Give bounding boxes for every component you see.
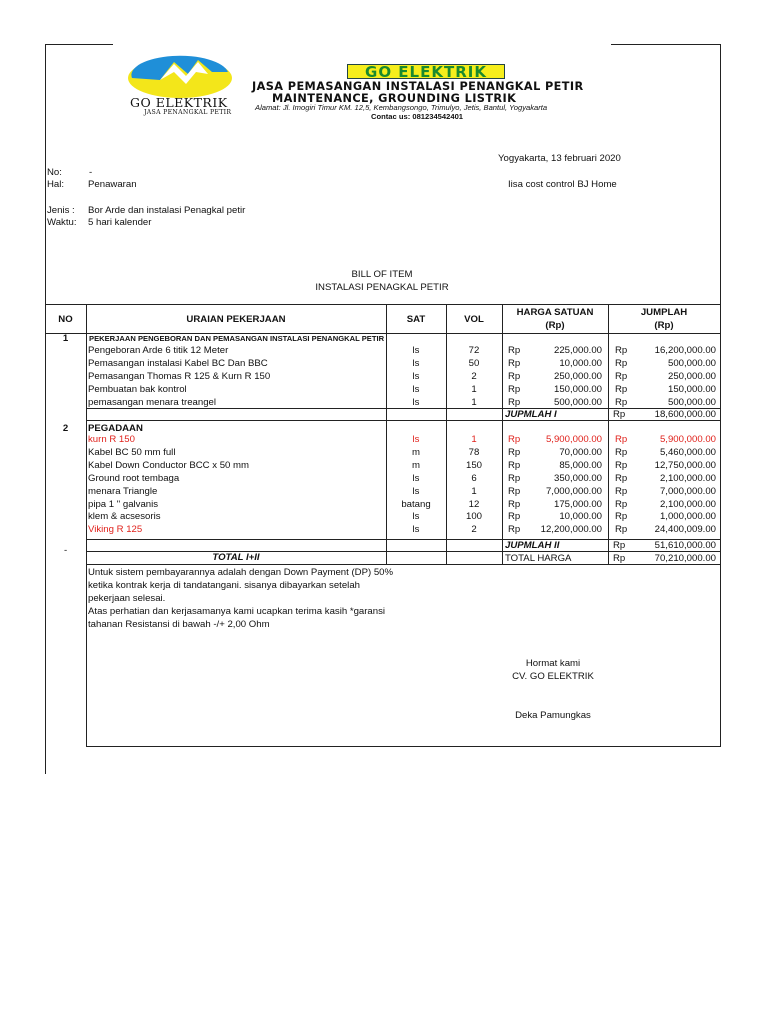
item-price-rp: Rp	[508, 383, 521, 395]
header-harga-unit: (Rp)	[545, 320, 565, 331]
item-sat: ls	[412, 485, 420, 497]
item-price: 500,000.00	[553, 396, 602, 408]
hal-label: Hal:	[47, 179, 65, 190]
section1-subtotal-value: 18,600,000.00	[654, 409, 716, 420]
item-total-rp: Rp	[615, 446, 628, 458]
letterhead	[112, 50, 612, 124]
notes-line-4: Atas perhatian dan kerjasamanya kami ucapkan terima kasih *garansi	[88, 606, 386, 617]
header-jumlah: JUMPLAH	[640, 307, 688, 318]
total-label: TOTAL I+II	[212, 552, 260, 563]
total-rp: Rp	[613, 553, 626, 564]
item-vol: 150	[465, 459, 482, 471]
section1-subtotal-rp: Rp	[613, 409, 626, 420]
item-vol: 1	[471, 485, 477, 497]
col-no-line	[86, 304, 87, 747]
item-total: 24,400,009.00	[654, 524, 716, 536]
section2-no: 2	[62, 423, 69, 434]
item-total: 2,100,000.00	[659, 472, 716, 484]
item-price: 12,200,000.00	[540, 524, 602, 536]
item-vol: 72	[468, 345, 480, 356]
signature-greeting: Hormat kami	[525, 658, 581, 669]
place-date: Yogyakarta, 13 februari 2020	[498, 153, 621, 164]
item-total: 500,000.00	[667, 357, 716, 369]
item-price-rp: Rp	[508, 396, 521, 408]
frame-left-line	[45, 44, 46, 774]
item-total: 500,000.00	[667, 396, 716, 408]
doc-title: BILL OF ITEM	[351, 269, 413, 280]
jenis-label: Jenis :	[47, 205, 75, 216]
section2-subtotal-rp: Rp	[613, 540, 626, 551]
item-vol: 1	[471, 396, 477, 408]
item-total-rp: Rp	[615, 459, 628, 471]
logo-subtext: JASA PENANGKAL PETIR	[144, 109, 232, 116]
item-total: 2,100,000.00	[659, 498, 716, 510]
header-sat: SAT	[406, 314, 426, 325]
notes-line-1: Untuk sistem pembayarannya adalah dengan Down Payment (DP) 50%	[88, 567, 394, 578]
item-desc: Viking R 125	[88, 524, 143, 536]
header-no: NO	[58, 314, 73, 325]
item-vol: 50	[468, 357, 480, 369]
jenis-value: Bor Arde dan instalasi Penagkal petir	[88, 205, 246, 216]
notes-bottom-line	[86, 746, 721, 747]
item-total-rp: Rp	[615, 434, 628, 445]
item-desc: pemasangan menara treangel	[88, 396, 217, 408]
item-price: 5,900,000.00	[545, 434, 602, 445]
item-vol: 6	[471, 472, 477, 484]
item-desc: Kabel BC 50 mm full	[88, 446, 176, 458]
recipient: Iisa cost control BJ Home	[508, 179, 617, 190]
header-jumlah-unit: (Rp)	[654, 320, 674, 331]
company-contact: Contac us: 081234542401	[371, 112, 464, 121]
item-sat: batang	[401, 498, 431, 510]
item-price: 10,000.00	[559, 357, 602, 369]
logo-text: GO ELEKTRIK	[130, 95, 228, 110]
item-total-rp: Rp	[615, 345, 628, 356]
item-vol: 2	[471, 370, 477, 382]
item-price-rp: Rp	[508, 498, 521, 510]
item-desc: Pengeboran Arde 6 titik 12 Meter	[88, 345, 229, 356]
notes-line-5: tahanan Resistansi di bawah -/+ 2,00 Ohm	[88, 619, 270, 630]
item-price-rp: Rp	[508, 472, 521, 484]
item-price: 175,000.00	[553, 498, 602, 510]
col-harga-line	[502, 304, 503, 565]
total-bottom-line	[86, 564, 721, 565]
col-jumlah-line	[608, 304, 609, 565]
company-line-1: JASA PEMASANGAN INSTALASI PENANGKAL PETIR	[252, 80, 584, 93]
section2-subtotal-label: JUPMLAH II	[505, 540, 560, 551]
company-line-2: MAINTENANCE, GROUNDING LISTRIK	[272, 92, 517, 105]
item-desc: klem & acsesoris	[88, 511, 161, 523]
item-vol: 78	[468, 446, 480, 458]
item-total-rp: Rp	[615, 524, 628, 536]
item-price: 225,000.00	[553, 345, 602, 356]
header-vol: VOL	[464, 314, 484, 325]
item-vol: 1	[471, 434, 477, 445]
item-desc: Pembuatan bak kontrol	[88, 383, 187, 395]
item-total: 16,200,000.00	[654, 345, 716, 356]
item-price-rp: Rp	[508, 345, 521, 356]
item-price-rp: Rp	[508, 524, 521, 536]
item-total-rp: Rp	[615, 357, 628, 369]
item-total-rp: Rp	[615, 485, 628, 497]
item-price: 7,000,000.00	[545, 485, 602, 497]
signature-name: Deka Pamungkas	[515, 710, 591, 721]
signature-company: CV. GO ELEKTRIK	[512, 671, 594, 682]
doc-subtitle: INSTALASI PENAGKAL PETIR	[315, 282, 449, 293]
table-top-line	[45, 304, 721, 305]
section2-title: PEGADAAN	[88, 423, 143, 434]
item-price: 70,000.00	[559, 446, 602, 458]
section1-subtotal-label: JUPMLAH I	[505, 409, 557, 420]
header-harga: HARGA SATUAN	[516, 307, 594, 318]
total-harga-label: TOTAL HARGA	[505, 553, 572, 564]
frame-right-line	[720, 44, 721, 304]
item-price-rp: Rp	[508, 511, 521, 523]
item-vol: 1	[471, 383, 477, 395]
notes-line-2: ketika kontrak kerja di tandatangani. sisanya dibayarkan setelah	[88, 580, 360, 591]
item-sat: ls	[412, 396, 420, 408]
item-sat: ls	[412, 511, 420, 523]
item-sat: m	[412, 459, 420, 471]
item-price-rp: Rp	[508, 434, 521, 445]
item-price: 85,000.00	[559, 459, 602, 471]
item-sat: ls	[412, 370, 420, 382]
section1-title: PEKERJAAN PENGEBORAN DAN PEMASANGAN INSTALASI PENANGKAL PETIR	[89, 334, 385, 343]
item-total-rp: Rp	[615, 498, 628, 510]
section1-no: 1	[62, 333, 69, 344]
item-vol: 2	[471, 524, 477, 536]
notes-line-3: pekerjaan selesai.	[88, 593, 166, 604]
item-vol: 12	[468, 498, 480, 510]
item-sat: ls	[412, 383, 420, 395]
item-sat: m	[412, 446, 420, 458]
item-sat: ls	[412, 472, 420, 484]
company-address: Alamat: Jl. Imogiri Timur KM. 12,5, Kembangsongo, Trimulyo, Jetis, Bantul, Yogyakarta	[255, 103, 548, 112]
stray-mark: -	[64, 545, 68, 556]
item-price-rp: Rp	[508, 357, 521, 369]
item-total: 150,000.00	[667, 383, 716, 395]
total-value: 70,210,000.00	[654, 553, 716, 564]
item-sat: ls	[412, 357, 420, 369]
item-desc: Kabel Down Conductor BCC x 50 mm	[88, 459, 250, 471]
item-vol: 100	[465, 511, 482, 523]
section2-subtotal-value: 51,610,000.00	[654, 540, 716, 551]
item-price-rp: Rp	[508, 459, 521, 471]
item-total: 5,900,000.00	[659, 434, 716, 445]
item-total: 12,750,000.00	[654, 459, 716, 471]
item-price-rp: Rp	[508, 370, 521, 382]
item-price: 250,000.00	[553, 370, 602, 382]
item-desc: Ground root tembaga	[88, 472, 180, 484]
item-total: 5,460,000.00	[659, 446, 716, 458]
sec1-subtotal-bottom-line	[86, 420, 721, 421]
frame-top-line-right	[611, 44, 721, 45]
table-right-line	[720, 304, 721, 747]
frame-top-line-left	[45, 44, 113, 45]
item-sat: ls	[412, 434, 420, 445]
item-price: 150,000.00	[553, 383, 602, 395]
hal-value: Penawaran	[88, 179, 137, 190]
item-desc: Pemasangan Thomas R 125 & Kurn R 150	[88, 370, 271, 382]
item-sat: ls	[412, 524, 420, 536]
no-label: No:	[47, 167, 62, 178]
item-desc: menara Triangle	[88, 485, 158, 497]
no-value: -	[89, 167, 93, 178]
item-total-rp: Rp	[615, 472, 628, 484]
item-total-rp: Rp	[615, 383, 628, 395]
waktu-label: Waktu:	[47, 217, 77, 228]
item-price: 350,000.00	[553, 472, 602, 484]
header-uraian: URAIAN PEKERJAAN	[186, 314, 286, 325]
item-total: 1,000,000.00	[659, 511, 716, 523]
item-price-rp: Rp	[508, 485, 521, 497]
item-desc: pipa 1 " galvanis	[88, 498, 159, 510]
brand-title: GO ELEKTRIK	[347, 64, 505, 79]
item-total-rp: Rp	[615, 511, 628, 523]
item-price-rp: Rp	[508, 446, 521, 458]
item-total-rp: Rp	[615, 396, 628, 408]
item-sat: ls	[412, 345, 420, 356]
item-desc: Pemasangan instalasi Kabel BC Dan BBC	[88, 357, 268, 369]
item-total: 250,000.00	[667, 370, 716, 382]
item-total: 7,000,000.00	[659, 485, 716, 497]
item-total-rp: Rp	[615, 370, 628, 382]
item-desc: kurn R 150	[88, 434, 135, 445]
waktu-value: 5 hari kalender	[88, 217, 152, 228]
item-price: 10,000.00	[559, 511, 602, 523]
